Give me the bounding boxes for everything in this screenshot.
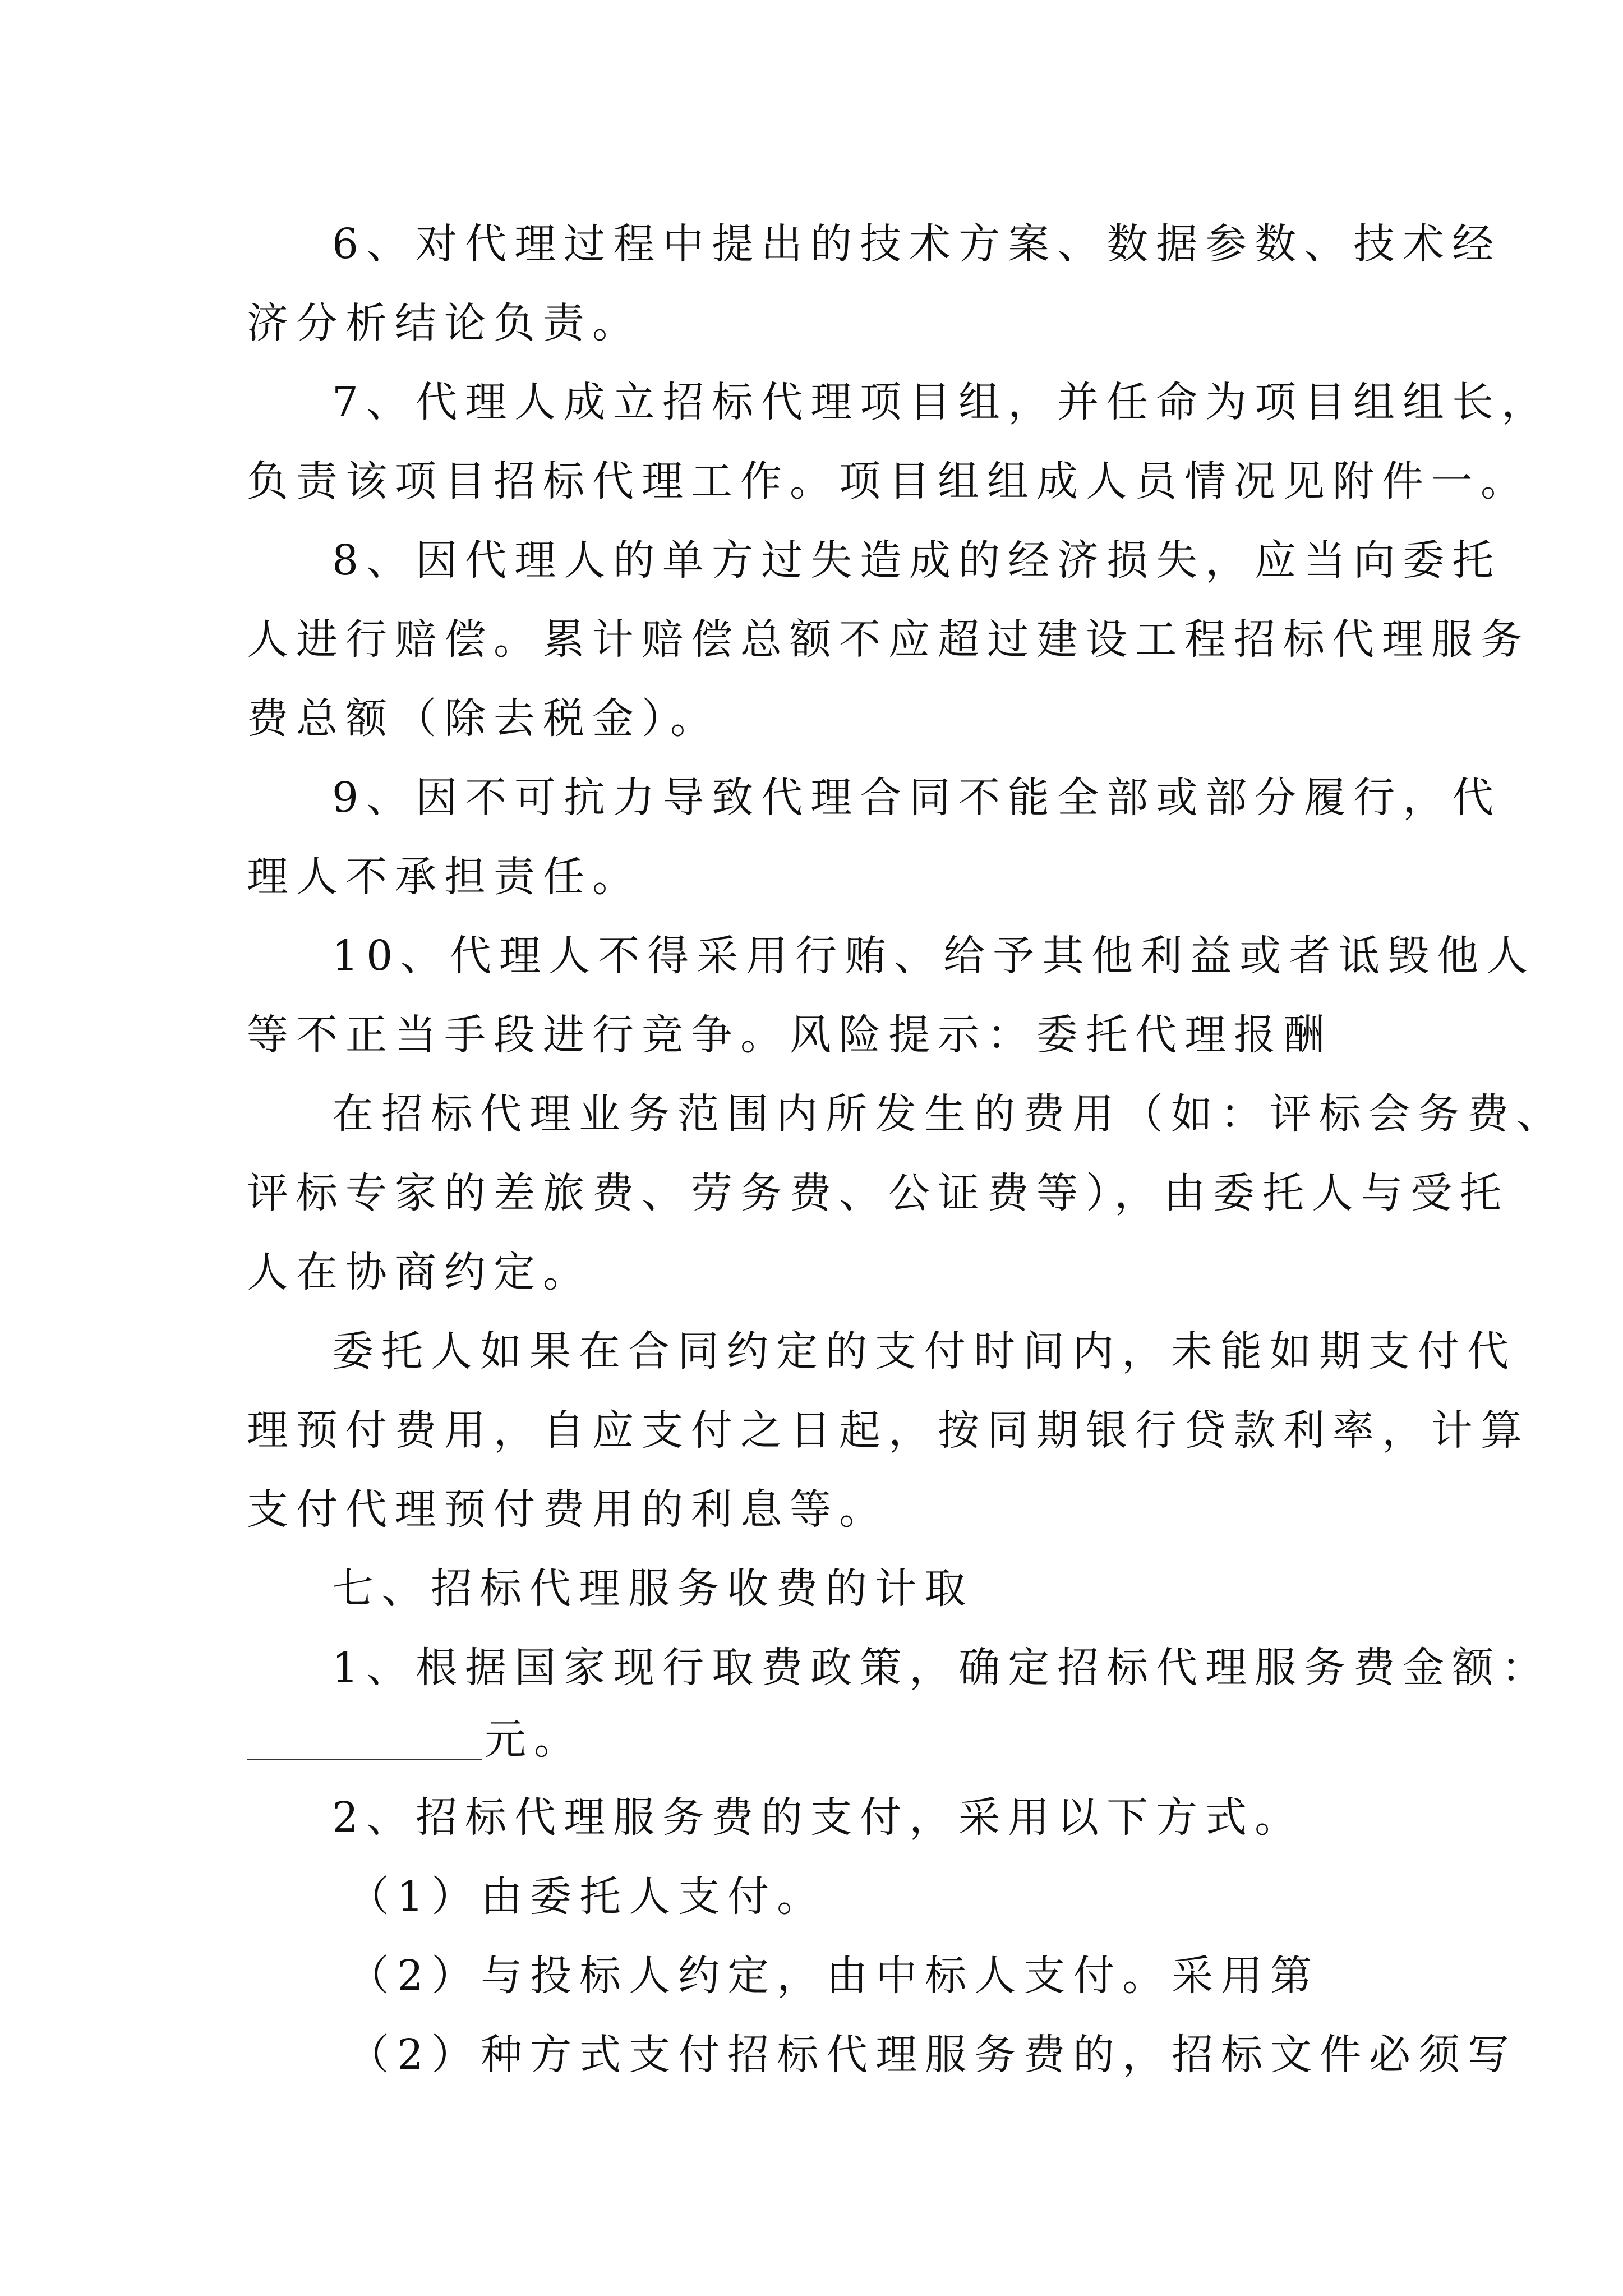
fee-amount-unit: 元。 bbox=[485, 1715, 583, 1764]
paragraph-line: 人在协商约定。 bbox=[247, 1248, 592, 1296]
paragraph-line: 理预付费用，自应支付之日起，按同期银行贷款利率，计算 bbox=[247, 1406, 1530, 1455]
paragraph-line: 在招标代理业务范围内所发生的费用（如：评标会务费、 bbox=[332, 1090, 1566, 1138]
fee-amount-blank bbox=[247, 1718, 482, 1760]
paragraph-line: 9、因不可抗力导致代理合同不能全部或部分履行，代 bbox=[332, 774, 1502, 822]
paragraph-line: 等不正当手段进行竞争。风险提示：委托代理报酬 bbox=[247, 1011, 1332, 1059]
list-item: （1）由委托人支付。 bbox=[348, 1872, 827, 1921]
section-heading: 七、招标代理服务收费的计取 bbox=[332, 1565, 974, 1613]
fee-amount-line bbox=[247, 1715, 583, 1764]
paragraph-line: 10、代理人不得采用行贿、给予其他利益或者诋毁他人 bbox=[332, 932, 1536, 980]
paragraph-line: 8、因代理人的单方过失造成的经济损失，应当向委托 bbox=[332, 536, 1502, 585]
paragraph-line: 济分析结论负责。 bbox=[247, 299, 642, 347]
paragraph-line: 2、招标代理服务费的支付，采用以下方式。 bbox=[332, 1793, 1304, 1842]
paragraph-line: 7、代理人成立招标代理项目组，并任命为项目组组长， bbox=[332, 378, 1551, 426]
list-item: （2）种方式支付招标代理服务费的，招标文件必须写 bbox=[348, 2031, 1518, 2079]
paragraph-line: 评标专家的差旅费、劳务费、公证费等），由委托人与受托 bbox=[247, 1169, 1509, 1217]
paragraph-line: 委托人如果在合同约定的支付时间内，未能如期支付代 bbox=[332, 1327, 1516, 1375]
paragraph-line: 1、根据国家现行取费政策，确定招标代理服务费金额： bbox=[332, 1644, 1551, 1692]
list-item: （2）与投标人约定，由中标人支付。采用第 bbox=[348, 1952, 1320, 2000]
paragraph-line: 支付代理预付费用的利息等。 bbox=[247, 1485, 888, 1534]
paragraph-line: 负责该项目招标代理工作。项目组组成人员情况见附件一。 bbox=[247, 457, 1530, 505]
paragraph-line: 费总额（除去税金）。 bbox=[247, 694, 720, 743]
paragraph-line: 6、对代理过程中提出的技术方案、数据参数、技术经 bbox=[332, 220, 1502, 268]
paragraph-line: 人进行赔偿。累计赔偿总额不应超过建设工程招标代理服务 bbox=[247, 615, 1530, 664]
paragraph-line: 理人不承担责任。 bbox=[247, 853, 642, 901]
